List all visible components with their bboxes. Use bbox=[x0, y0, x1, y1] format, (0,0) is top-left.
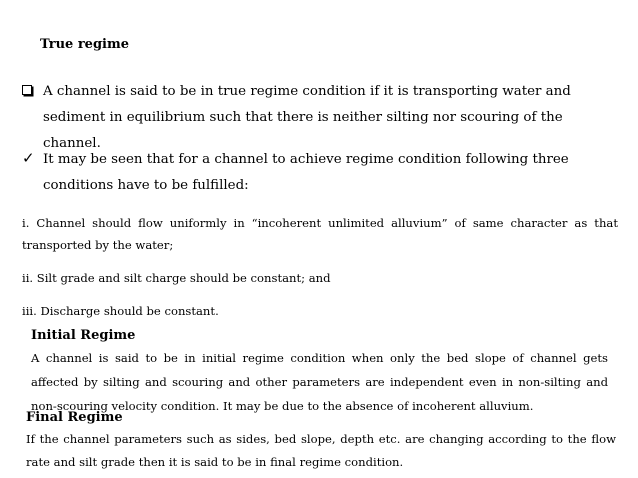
square-bullet-icon bbox=[22, 85, 32, 95]
final-regime-heading: Final Regime bbox=[26, 410, 123, 425]
regime-conditions-intro: It may be seen that for a channel to achieve regime condition following three conditions have to be fulfilled: bbox=[43, 152, 569, 193]
final-regime-text: If the channel parameters such as sides, bed slope, depth etc. are changing according to the flow rate and silt grade then it is said to be in final regime condition. bbox=[26, 432, 616, 469]
true-regime-heading: True regime bbox=[40, 37, 130, 52]
initial-regime-heading: Initial Regime bbox=[31, 328, 136, 343]
condition-2: ii. Silt grade and silt charge should be constant; and bbox=[22, 271, 331, 285]
condition-1: i. Channel should flow uniformly in “incoherent unlimited alluvium” of same character as that transported by the water; bbox=[22, 216, 618, 252]
true-regime-definition: A channel is said to be in true regime condition if it is transporting water and sediment in equilibrium such that there is neither silting nor scouring of the channel. bbox=[43, 84, 571, 151]
condition-3: iii. Discharge should be constant. bbox=[22, 304, 219, 318]
checkmark-icon: ✓ bbox=[22, 149, 35, 167]
initial-regime-text: A channel is said to be in initial regime condition when only the bed slope of channel gets affected by silting and scouring and other parameters are independent even in non-silting and non-scouring velocity condition. It may be due to the absence of incoherent alluvium. bbox=[31, 351, 608, 413]
